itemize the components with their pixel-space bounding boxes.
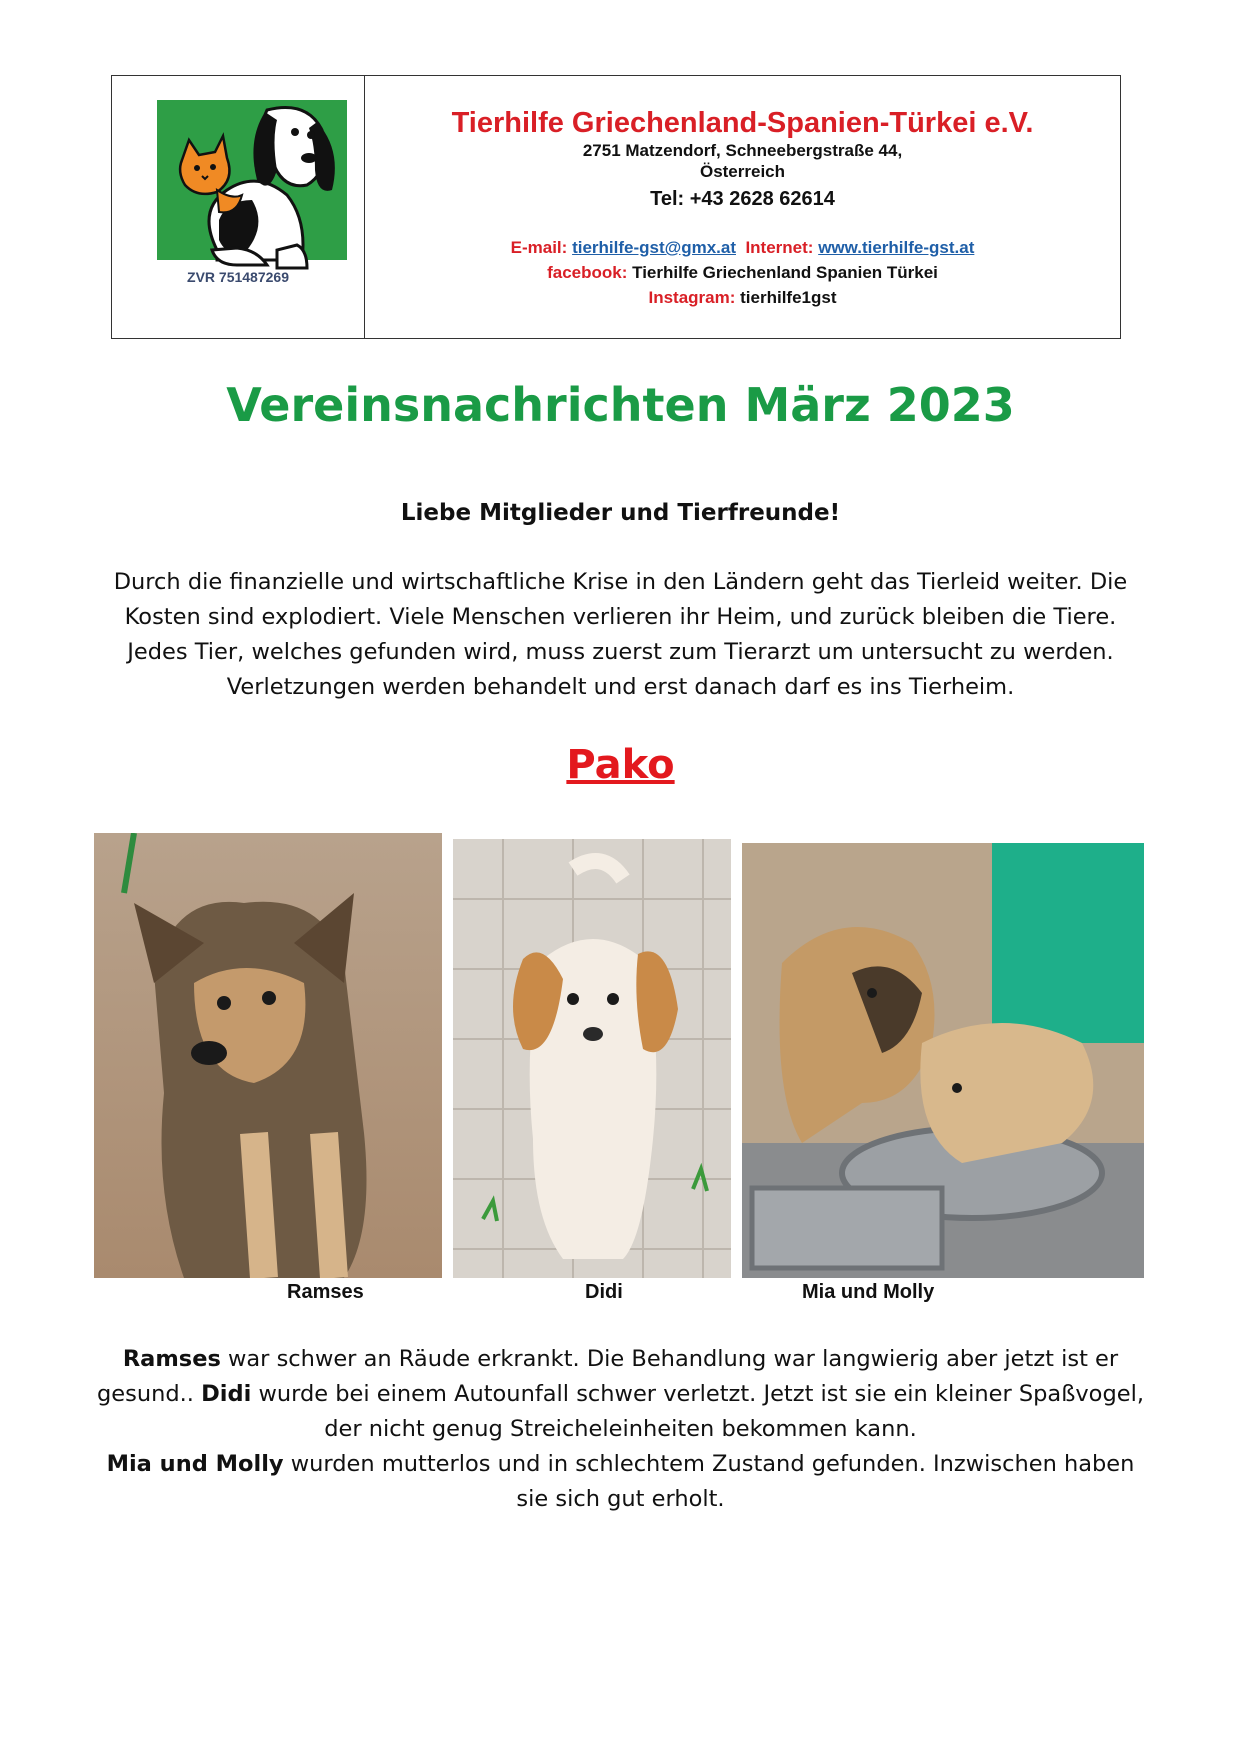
telephone: Tel: +43 2628 62614 [650, 188, 835, 210]
intro-line: Kosten sind explodiert. Viele Menschen verlieren ihr Heim, und zurück bleiben die Tiere. [124, 604, 1117, 630]
internet-label: Internet: [745, 238, 814, 257]
facebook-label: facebook: [547, 263, 628, 282]
instagram-name: tierhilfe1gst [740, 288, 837, 307]
letterhead [111, 75, 1121, 339]
story-name-ramses: Ramses [122, 1346, 221, 1372]
email-link[interactable]: tierhilfe-gst@gmx.at [572, 238, 736, 257]
caption-mia-und-molly: Mia und Molly [802, 1281, 935, 1303]
story-line: der nicht genug Streicheleinheiten bekommen kann. [324, 1416, 917, 1442]
address-line-2: Österreich [699, 162, 786, 181]
organization-name: Tierhilfe Griechenland-Spanien-Türkei e.V. [451, 107, 1034, 139]
photo-mia-und-molly [742, 843, 1144, 1278]
instagram-line [365, 285, 1120, 310]
story-line: sie sich gut erholt. [516, 1486, 725, 1512]
address-line-1: 2751 Matzendorf, Schneebergstraße 44, [582, 141, 903, 160]
email-internet-line [365, 235, 1120, 260]
newsletter-title: Vereinsnachrichten März 2023 [226, 378, 1015, 432]
story-text: gesund.. [97, 1381, 202, 1407]
instagram-label: Instagram: [648, 288, 736, 307]
zvr-number: ZVR 751487269 [187, 269, 289, 285]
story-name-didi: Didi [201, 1381, 252, 1407]
intro-line: Durch die finanzielle und wirtschaftliche Krise in den Ländern geht das Tierleid weiter. Die [113, 569, 1128, 595]
story-text: war schwer an Räude erkrankt. Die Behandlung war langwierig aber jetzt ist er [220, 1346, 1119, 1372]
intro-line: Verletzungen werden behandelt und erst danach darf es ins Tierheim. [226, 674, 1015, 700]
caption-didi: Didi [585, 1281, 623, 1303]
story-line [70, 1342, 1171, 1377]
photo-ramses [94, 833, 442, 1278]
story-paragraph [70, 1342, 1171, 1517]
caption-ramses: Ramses [287, 1281, 364, 1303]
story-line [70, 1447, 1171, 1482]
intro-paragraph [70, 565, 1171, 705]
organization-info [365, 76, 1120, 338]
facebook-line [365, 260, 1120, 285]
photo-didi [453, 839, 731, 1278]
intro-line: Jedes Tier, welches gefunden wird, muss zuerst zum Tierarzt um untersucht zu werden. [127, 639, 1114, 665]
dog-and-cat-logo [157, 100, 347, 285]
story-text: wurde bei einem Autounfall schwer verletzt. Jetzt ist sie ein kleiner Spaßvogel, [251, 1381, 1144, 1407]
email-label: E-mail: [510, 238, 568, 257]
story-name-mia-molly: Mia und Molly [106, 1451, 284, 1477]
logo-cell [112, 76, 365, 338]
website-link[interactable]: www.tierhilfe-gst.at [818, 238, 975, 257]
story-text: wurden mutterlos und in schlechtem Zustand gefunden. Inzwischen haben [283, 1451, 1135, 1477]
greeting: Liebe Mitglieder und Tierfreunde! [400, 500, 841, 526]
facebook-name: Tierhilfe Griechenland Spanien Türkei [632, 263, 938, 282]
section-heading: Pako [566, 742, 675, 788]
story-line [70, 1377, 1171, 1412]
